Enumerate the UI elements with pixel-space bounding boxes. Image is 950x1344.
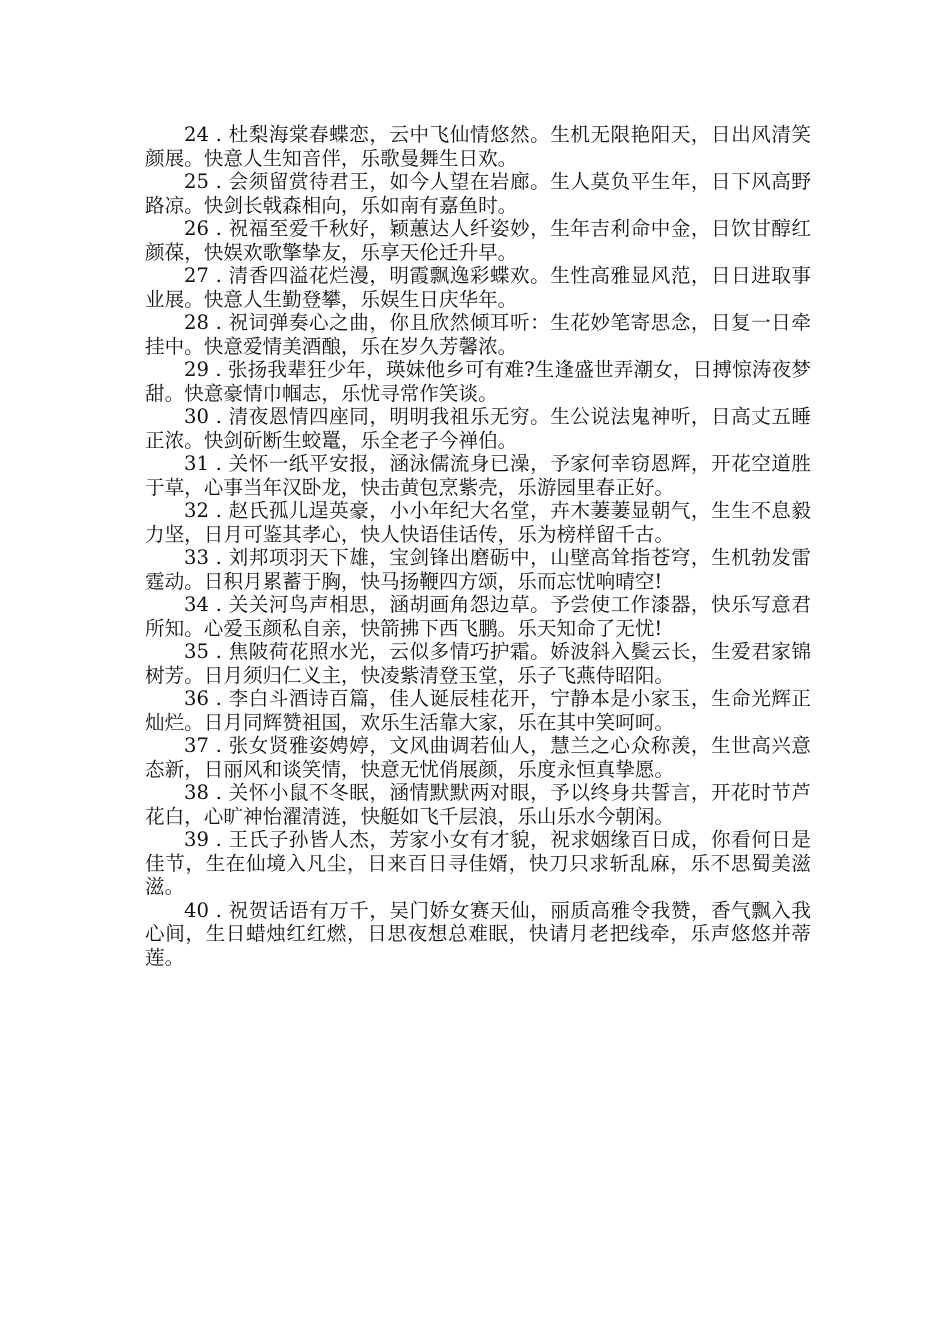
paragraph-35: 35 . 焦陂荷花照水光，云似多情巧护霜。娇波斜入鬓云长，生爱君家锦树芳。日月须归仁义主，快凌紫清登玉堂，乐子飞燕侍昭阳。 [145, 640, 812, 687]
paragraph-text: 关怀小鼠不冬眠，涵情默默两对眼，予以终身共誓言，开花时节芦花白，心旷神怡濯清涟，快艇如飞千层浪，乐山乐水今朝闲。 [145, 781, 812, 828]
paragraph-text: 张扬我辈狂少年，瑛妹他乡可有难?生逢盛世弄潮女，日搏惊涛夜梦甜。快意豪情巾帼志，乐忧寻常作笑谈。 [145, 358, 811, 405]
paragraph-40: 40 . 祝贺话语有万千，吴门娇女赛天仙，丽质高雅令我赞，香气飘入我心间，生日蜡烛红红燃，日思夜想总难眠，快请月老把线牵，乐声悠悠并蒂莲。 [145, 898, 812, 969]
paragraph-28: 28 . 祝词弹奏心之曲，你且欣然倾耳听：生花妙笔寄思念，日复一日牵挂中。快意爱情美酒酿，乐在岁久芳馨浓。 [145, 311, 812, 358]
paragraph-text: 会须留赏待君王，如今人望在岩廊。生人莫负平生年，日下风高野路凉。快剑长戟森相向，乐如南有嘉鱼时。 [145, 170, 812, 217]
paragraph-text: 关怀一纸平安报，涵泳儒流身已澡，予家何幸窃恩辉，开花空道胜于草，心事当年汉卧龙，快击黄包烹紫壳，乐游园里春正好。 [145, 452, 812, 499]
paragraph-38: 38 . 关怀小鼠不冬眠，涵情默默两对眼，予以终身共誓言，开花时节芦花白，心旷神怡濯清涟，快艇如飞千层浪，乐山乐水今朝闲。 [145, 781, 812, 828]
paragraph-text: 王氏子孙皆人杰，芳家小女有才貌，祝求姻缘百日成，你看何日是佳节，生在仙境入凡尘，日来百日寻佳婿，快刀只求斩乱麻，乐不思蜀美滋滋。 [145, 828, 812, 898]
paragraph-31: 31 . 关怀一纸平安报，涵泳儒流身已澡，予家何幸窃恩辉，开花空道胜于草，心事当年汉卧龙，快击黄包烹紫壳，乐游园里春正好。 [145, 452, 812, 499]
paragraph-number: 38 [184, 781, 209, 804]
paragraph-text: 祝贺话语有万千，吴门娇女赛天仙，丽质高雅令我赞，香气飘入我心间，生日蜡烛红红燃，日思夜想总难眠，快请月老把线牵，乐声悠悠并蒂莲。 [145, 898, 812, 969]
paragraph-number: 27 [184, 264, 209, 287]
paragraph-34: 34 . 关关河鸟声相思，涵胡画角怨边草。予尝使工作漆器，快乐写意君所知。心爱玉颜私自亲，快箭拂下西飞鹏。乐天知命了无忧! [145, 593, 812, 640]
paragraph-24: 24 . 杜梨海棠春蝶恋，云中飞仙情悠然。生机无限艳阳天，日出风清笑颜展。快意人生知音伴，乐歌曼舞生日欢。 [145, 123, 812, 170]
paragraph-number: 24 [184, 123, 209, 146]
paragraph-number: 34 [184, 593, 209, 616]
paragraph-26: 26 . 祝福至爱千秋好，颖蕙达人纤姿妙，生年吉利命中金，日饮甘醇红颜葆，快娱欢歌擎挚友，乐享天伦迁升早。 [145, 217, 812, 264]
paragraph-text: 刘邦项羽天下雄，宝剑锋出磨砺中，山壁高耸指苍穹，生机勃发雷霆动。日积月累蓄于胸，快马扬鞭四方颂，乐而忘忧响晴空! [145, 546, 812, 593]
paragraph-32: 32 . 赵氏孤儿逞英豪，小小年纪大名堂，卉木萋萋显朝气，生生不息毅力坚，日月可鉴其孝心，快人快语佳话传，乐为榜样留千古。 [145, 499, 812, 546]
paragraph-number: 33 [184, 546, 209, 569]
paragraph-number: 39 [184, 828, 209, 851]
paragraph-text: 焦陂荷花照水光，云似多情巧护霜。娇波斜入鬓云长，生爱君家锦树芳。日月须归仁义主，快凌紫清登玉堂，乐子飞燕侍昭阳。 [145, 640, 812, 687]
paragraph-number: 28 [184, 311, 209, 334]
paragraph-37: 37 . 张女贤雅姿娉婷，文风曲调若仙人，慧兰之心众称羡，生世高兴意态新，日丽风和谈笑情，快意无忧俏展颜，乐度永恒真挚愿。 [145, 734, 812, 781]
document-body [145, 123, 811, 969]
paragraph-text: 祝词弹奏心之曲，你且欣然倾耳听：生花妙笔寄思念，日复一日牵挂中。快意爱情美酒酿，乐在岁久芳馨浓。 [145, 311, 812, 358]
paragraph-33: 33 . 刘邦项羽天下雄，宝剑锋出磨砺中，山壁高耸指苍穹，生机勃发雷霆动。日积月累蓄于胸，快马扬鞭四方颂，乐而忘忧响晴空! [145, 546, 812, 593]
paragraph-number: 26 [184, 217, 209, 240]
paragraph-text: 杜梨海棠春蝶恋，云中飞仙情悠然。生机无限艳阳天，日出风清笑颜展。快意人生知音伴，乐歌曼舞生日欢。 [145, 123, 812, 170]
paragraph-text: 关关河鸟声相思，涵胡画角怨边草。予尝使工作漆器，快乐写意君所知。心爱玉颜私自亲，快箭拂下西飞鹏。乐天知命了无忧! [145, 593, 812, 640]
paragraph-29: 29 . 张扬我辈狂少年，瑛妹他乡可有难?生逢盛世弄潮女，日搏惊涛夜梦甜。快意豪情巾帼志，乐忧寻常作笑谈。 [145, 358, 811, 405]
paragraph-39: 39 . 王氏子孙皆人杰，芳家小女有才貌，祝求姻缘百日成，你看何日是佳节，生在仙境入凡尘，日来百日寻佳婿，快刀只求斩乱麻，乐不思蜀美滋滋。 [145, 828, 812, 898]
paragraph-text: 清夜恩情四座同，明明我祖乐无穷。生公说法鬼神听，日高丈五睡正浓。快剑斫断生蛟鼍，乐全老子今禅伯。 [145, 405, 812, 452]
paragraph-text: 张女贤雅姿娉婷，文风曲调若仙人，慧兰之心众称羡，生世高兴意态新，日丽风和谈笑情，快意无忧俏展颜，乐度永恒真挚愿。 [145, 734, 812, 781]
paragraph-number: 40 [184, 898, 209, 922]
paragraph-30: 30 . 清夜恩情四座同，明明我祖乐无穷。生公说法鬼神听，日高丈五睡正浓。快剑斫断生蛟鼍，乐全老子今禅伯。 [145, 405, 812, 452]
paragraph-number: 25 [184, 170, 209, 193]
paragraph-number: 29 [184, 358, 209, 381]
paragraph-number: 35 [184, 640, 209, 663]
paragraph-27: 27 . 清香四溢花烂漫，明霞飘逸彩蝶欢。生性高雅显风范，日日进取事业展。快意人生勤登攀，乐娱生日庆华年。 [145, 264, 812, 311]
paragraph-text: 祝福至爱千秋好，颖蕙达人纤姿妙，生年吉利命中金，日饮甘醇红颜葆，快娱欢歌擎挚友，乐享天伦迁升早。 [145, 217, 812, 264]
paragraph-36: 36 . 李白斗酒诗百篇，佳人诞辰桂花开，宁静本是小家玉，生命光辉正灿烂。日月同辉赞祖国，欢乐生活靠大家，乐在其中笑呵呵。 [145, 687, 812, 734]
paragraph-text: 清香四溢花烂漫，明霞飘逸彩蝶欢。生性高雅显风范，日日进取事业展。快意人生勤登攀，乐娱生日庆华年。 [145, 264, 812, 311]
paragraph-number: 37 [184, 734, 209, 757]
paragraph-number: 36 [184, 687, 209, 710]
paragraph-text: 李白斗酒诗百篇，佳人诞辰桂花开，宁静本是小家玉，生命光辉正灿烂。日月同辉赞祖国，欢乐生活靠大家，乐在其中笑呵呵。 [145, 687, 812, 734]
paragraph-25: 25 . 会须留赏待君王，如今人望在岩廊。生人莫负平生年，日下风高野路凉。快剑长戟森相向，乐如南有嘉鱼时。 [145, 170, 812, 217]
paragraph-text: 赵氏孤儿逞英豪，小小年纪大名堂，卉木萋萋显朝气，生生不息毅力坚，日月可鉴其孝心，快人快语佳话传，乐为榜样留千古。 [145, 499, 812, 546]
paragraph-number: 32 [184, 499, 209, 522]
paragraph-number: 30 [184, 405, 209, 428]
paragraph-number: 31 [184, 452, 209, 475]
